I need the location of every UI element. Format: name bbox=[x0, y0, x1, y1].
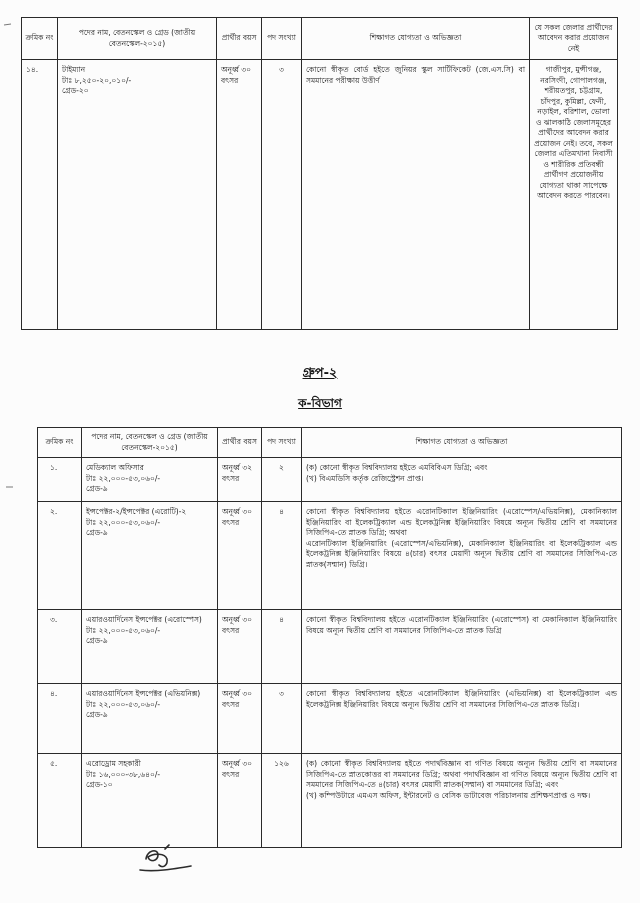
group-2-posts-table bbox=[37, 427, 622, 848]
header-post: পদের নাম, বেতনস্কেল ও গ্রেড (জাতীয় বেতনস্কেল-২০১৫) bbox=[82, 428, 218, 458]
count-cell: ৩ bbox=[262, 60, 302, 330]
table-row bbox=[38, 502, 622, 610]
post-name: টাইম্যান bbox=[62, 65, 86, 74]
age-cell: অনূর্ধ্ব ৩০ বৎসর bbox=[218, 684, 262, 754]
count-cell: ৪ bbox=[262, 502, 302, 610]
table-row bbox=[38, 610, 622, 684]
signature bbox=[136, 842, 196, 876]
districts-cell: গাজীপুর, মুন্সীগঞ্জ, নরসিংদী, গোপালগঞ্জ, শরীয়তপুর, চট্টগ্রাম, চাঁদপুর, কুমিল্লা, ফেনী, নড়াইল, বরিশাল, ভোলা ও ঝালকাঠি জেলাসমূহের প্রার্থীদের আবেদন করার প্রয়োজন নেই। তবে, সকল জেলার এতিমখানা নিবাসী ও শারীরিক প্রতিবন্ধী প্রার্থীগণ প্রয়োজনীয় যোগ্যতা থাকা সাপেক্ষে আবেদন করতে পারবেন। bbox=[530, 60, 618, 330]
section-heading: ক-বিভাগ bbox=[298, 396, 342, 410]
age-cell: অনূর্ধ্ব ৩০ বৎসর bbox=[218, 610, 262, 684]
header-serial: ক্রমিক নং bbox=[38, 428, 82, 458]
qualification-paragraph: কোনো স্বীকৃত বিশ্ববিদ্যালয় হইতে এরোনটিক্যাল ইঞ্জিনিয়ারিং (এভিয়নিক্স) বা ইলেকট্রিক্যাল এন্ড ইলেকট্রনিক্স ইঞ্জিনিয়ারিং বিষয়ে অন্যূন দ্বিতীয় শ্রেণি বা সমমানের সিজিপিএ-তে স্নাতক ডিগ্রি। bbox=[306, 689, 617, 709]
grade: গ্রেড-১০ bbox=[86, 780, 113, 789]
post-cell bbox=[82, 610, 218, 684]
post-cell bbox=[82, 754, 218, 848]
age-cell: অনূর্ধ্ব ৩০ বৎসর bbox=[218, 754, 262, 848]
qualification-cell bbox=[302, 502, 622, 610]
header-serial: ক্রমিক নং bbox=[22, 18, 58, 60]
age-cell: অনূর্ধ্ব ৩০ বৎসর bbox=[217, 60, 262, 330]
salary-scale: টাঃ ১৬,০০০-৩৮,৬৪০/- bbox=[86, 769, 161, 779]
salary-scale: টাঃ ২২,০০০-৫৩,০৬০/- bbox=[86, 699, 161, 709]
table-row bbox=[38, 754, 622, 848]
qualification-paragraph: এরোনটিক্যাল ইঞ্জিনিয়ারিং (এরোস্পেস/এভিয়নিক্স), মেকানিক্যাল ইঞ্জিনিয়ারিং বা ইলেকট্রিক্যাল এন্ড ইলেকট্রনিক্স ইঞ্জিনিয়ারিং বিষয়ে ৪(চার) বৎসর মেয়াদী অন্যূন দ্বিতীয় শ্রেণি বা সমমানের সিজিপিএ-তে স্নাতক(সম্মান) ডিগ্রি। bbox=[306, 538, 617, 569]
qualification-paragraph: (ক) কোনো স্বীকৃত বিশ্ববিদ্যালয় হইতে এমবিবিএস ডিগ্রি; এবং bbox=[306, 463, 488, 472]
group-heading: গ্রুপ-২ bbox=[302, 366, 338, 381]
post-cell bbox=[82, 684, 218, 754]
header-age: প্রার্থীর বয়স bbox=[217, 18, 262, 60]
header-districts: যে সকল জেলার প্রার্থীদের আবেদন করার প্রয়োজন নেই bbox=[530, 18, 618, 60]
post-name: মেডিক্যাল অফিসার bbox=[86, 463, 144, 472]
grade: গ্রেড-৯ bbox=[86, 710, 108, 719]
header-age: প্রার্থীর বয়স bbox=[218, 428, 262, 458]
age-cell: অনূর্ধ্ব ৩২ বৎসর bbox=[218, 458, 262, 502]
table-row bbox=[38, 458, 622, 502]
post-name: এরোড্রোম সহকারী bbox=[86, 759, 141, 768]
qualification-cell bbox=[302, 754, 622, 848]
qualification-cell bbox=[302, 684, 622, 754]
table-header-row bbox=[38, 428, 622, 458]
header-count: পদ সংখ্যা bbox=[262, 428, 302, 458]
serial-cell: ২. bbox=[38, 502, 82, 610]
salary-scale: টাঃ ৮,২৫০-২০,০১০/- bbox=[62, 75, 132, 85]
post-name: এয়ারওয়ার্দিনেস ইন্সপেক্টর (এরোস্পেস) bbox=[86, 615, 202, 624]
grade: গ্রেড-২০ bbox=[62, 86, 89, 95]
salary-scale: টাঃ ২২,০০০-৫৩,০৬০/- bbox=[86, 517, 161, 527]
post-name: ইন্সপেক্টর-২/ইন্সপেক্টর (এরোটি)-২ bbox=[86, 507, 187, 516]
post-cell bbox=[82, 458, 218, 502]
serial-cell: ৪. bbox=[38, 684, 82, 754]
salary-scale: টাঃ ২২,০০০-৫৩,০৬০/- bbox=[86, 625, 161, 635]
serial-cell: ১৪. bbox=[22, 60, 58, 330]
serial-cell: ১. bbox=[38, 458, 82, 502]
count-cell: ১২৬ bbox=[262, 754, 302, 848]
grade: গ্রেড-৯ bbox=[86, 528, 108, 537]
grade: গ্রেড-৯ bbox=[86, 484, 108, 493]
margin-mark bbox=[5, 484, 15, 490]
qualification-paragraph: কোনো স্বীকৃত বিশ্ববিদ্যালয় হইতে এরোনটিক্যাল ইঞ্জিনিয়ারিং (এরোস্পেস) বা মেকানিক্যাল ইঞ্জিনিয়ারিং বিষয়ে অন্যূন দ্বিতীয় শ্রেণি বা সমমানের সিজিপিএ-তে স্নাতক ডিগ্রি bbox=[306, 615, 617, 635]
header-qualification: শিক্ষাগত যোগ্যতা ও অভিজ্ঞতা bbox=[302, 428, 622, 458]
salary-scale: টাঃ ২২,০০০-৫৩,০৬০/- bbox=[86, 473, 161, 483]
table-header-row bbox=[22, 18, 618, 60]
post-name: এয়ারওয়ার্দিনেস ইন্সপেক্টর (এভিয়নিক্স) bbox=[86, 689, 201, 698]
count-cell: ৪ bbox=[262, 610, 302, 684]
serial-cell: ৩. bbox=[38, 610, 82, 684]
qualification-paragraph: (খ) কম্পিউটারে এমএস অফিস, ইন্টারনেট ও বেসিক ডাটাবেজ পরিচালনায় প্রশিক্ষণপ্রাপ্ত ও দক্ষ। bbox=[306, 790, 591, 800]
header-count: পদ সংখ্যা bbox=[262, 18, 302, 60]
grade: গ্রেড-৯ bbox=[86, 636, 108, 645]
age-cell: অনূর্ধ্ব ৩০ বৎসর bbox=[218, 502, 262, 610]
margin-mark bbox=[3, 22, 13, 28]
header-post: পদের নাম, বেতনস্কেল ও গ্রেড (জাতীয় বেতনস্কেল-২০১৫) bbox=[58, 18, 217, 60]
qualification-paragraph: (খ) বিএমডিসি কর্তৃক রেজিস্ট্রেশন প্রাপ্ত। bbox=[306, 473, 424, 483]
qualification-paragraph: কোনো স্বীকৃত বিশ্ববিদ্যালয় হইতে এরোনটিক্যাল ইঞ্জিনিয়ারিং (এরোস্পেস/এভিয়নিক্স), মেকানিক্যাল ইঞ্জিনিয়ারিং বা ইলেকট্রিক্যাল এন্ড ইলেকট্রনিক্স ইঞ্জিনিয়ারিং বিষয়ে অন্যূন দ্বিতীয় শ্রেণি বা সমমানের সিজিপিএ-তে স্নাতক ডিগ্রি; অথবা bbox=[306, 507, 617, 537]
qualification-paragraph: (ক) কোনো স্বীকৃত বিশ্ববিদ্যালয় হইতে পদার্থবিজ্ঞান বা গণিত বিষয়ে অন্যূন দ্বিতীয় শ্রেণি বা সমমানের সিজিপিএ-তে স্নাতকোত্তর বা সমমানের ডিগ্রি; অথবা পদার্থবিজ্ঞান বা গণিত বিষয়ে অন্যূন দ্বিতীয় শ্রেণি বা সমমানের সিজিপিএ-তে ৪(চার) বৎসর মেয়াদী স্নাতক(সম্মান) বা সমমানের ডিগ্রি; এবং bbox=[306, 759, 617, 789]
count-cell: ৩ bbox=[262, 684, 302, 754]
table-row bbox=[38, 684, 622, 754]
qualification-cell bbox=[302, 458, 622, 502]
table-row bbox=[22, 60, 618, 330]
post-cell bbox=[82, 502, 218, 610]
header-qualification: শিক্ষাগত যোগ্যতা ও অভিজ্ঞতা bbox=[302, 18, 530, 60]
continued-posts-table bbox=[21, 17, 618, 330]
qualification-cell bbox=[302, 610, 622, 684]
serial-cell: ৫. bbox=[38, 754, 82, 848]
qualification-cell: কোনো স্বীকৃত বোর্ড হইতে জুনিয়র স্কুল সার্টিফিকেট (জে.এস.সি) বা সমমানের পরীক্ষায় উত্তীর্ণ bbox=[302, 60, 530, 330]
post-cell bbox=[58, 60, 217, 330]
count-cell: ২ bbox=[262, 458, 302, 502]
